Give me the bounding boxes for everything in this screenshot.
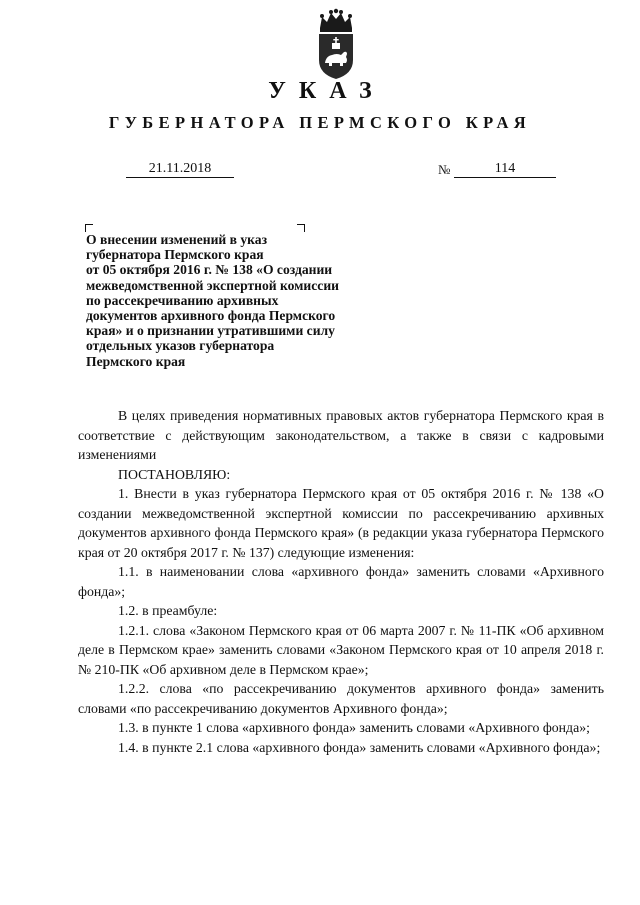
subject-line: О внесении изменений в указ: [86, 232, 268, 247]
clause-1-4: 1.4. в пункте 2.1 слова «архивного фонда» заменить словами «Архивного фонда»;: [118, 739, 601, 755]
subject-line: губернатора Пермского края: [86, 247, 264, 263]
subject-line: документов архивного фонда Пермского: [86, 308, 336, 324]
document-title: УКАЗ: [268, 78, 385, 104]
decree-body: [78, 406, 604, 757]
resolve-heading: ПОСТАНОВЛЯЮ:: [118, 466, 231, 482]
decree-number: 114: [454, 160, 556, 178]
subject-corner-left: [85, 224, 93, 232]
subject-line: по рассекречиванию архивных: [86, 292, 279, 308]
clause-1-2: 1.2. в преамбуле:: [118, 603, 218, 618]
subject-line: края» и о признании утратившими силу: [86, 323, 335, 339]
subject-corner-right: [297, 224, 305, 232]
subject-line: межведомственной экспертной комиссии: [86, 277, 339, 293]
subject-line: от 05 октября 2016 г. № 138 «О создании: [86, 262, 333, 278]
clause-1-3: 1.3. в пункте 1 слова «архивного фонда» заменить словами «Архивного фонда»;: [118, 720, 590, 735]
perm-krai-coat-of-arms-icon: [313, 8, 359, 80]
number-sign: №: [438, 162, 451, 177]
subject-line: отдельных указов губернатора: [86, 338, 275, 354]
clause-1-1: 1.1. в наименовании слова «архивного фонда» заменить словами «Архивного фонда»;: [78, 564, 604, 599]
preamble-paragraph: В целях приведения нормативных правовых актов губернатора Пермского края в соответствие с действующим законодательством, а также в связи с кадровыми изменениями: [78, 408, 604, 462]
clause-1-2-1: 1.2.1. слова «Законом Пермского края от 06 марта 2007 г. № 11-ПК «Об архивном деле в Пермском крае» заменить словами «Законом Пермского края от 10 апреля 2018 г. № 210-ПК «Об архивном деле в Пермском крае»;: [78, 622, 604, 677]
decree-subject: [86, 232, 386, 369]
crown-icon: [320, 9, 352, 32]
document-subtitle: ГУБЕРНАТОРА ПЕРМСКОГО КРАЯ: [108, 113, 532, 132]
clause-1: 1. Внести в указ губернатора Пермского края от 05 октября 2016 г. № 138 «О создании межведомственной экспертной комиссии по рассекречиванию архивных документов архивного фонда Пермского края» (в редакции указа губернатора Пермского края от 20 октября 2017 г. № 137) следующие изменения:: [78, 486, 604, 560]
decree-date: 21.11.2018: [126, 160, 234, 178]
subject-line: Пермского края: [86, 353, 186, 369]
clause-1-2-2: 1.2.2. слова «по рассекречиванию документов архивного фонда» заменить словами «по рассекречиванию документов Архивного фонда»;: [78, 681, 604, 716]
